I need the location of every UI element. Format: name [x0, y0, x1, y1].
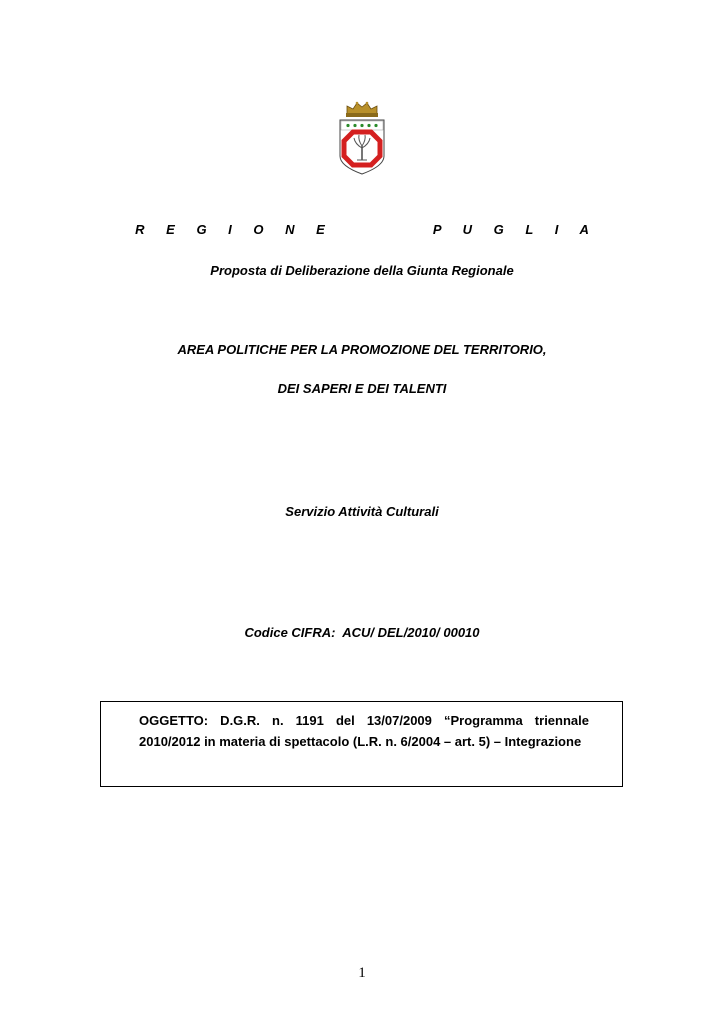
subject-text: OGGETTO: D.G.R. n. 1191 del 13/07/2009 “Programma triennale 2010/2012 in materia di spettacolo (L.R. n. 6/2004 – art. 5) – Integrazione: [139, 713, 589, 749]
page-number: 1: [358, 965, 366, 981]
regione-puglia-coat-of-arms-icon: [333, 100, 391, 178]
subject-box: [100, 701, 623, 787]
region-title: R E G I O N E P U G L I A: [135, 222, 589, 237]
cifra-code: Codice CIFRA: ACU/ DEL/2010/ 00010: [244, 625, 480, 640]
service-title: Servizio Attività Culturali: [285, 504, 439, 519]
proposal-title: Proposta di Deliberazione della Giunta Regionale: [210, 263, 514, 278]
area-title-line-2: DEI SAPERI E DEI TALENTI: [277, 381, 447, 396]
area-title-line-1: AREA POLITICHE PER LA PROMOZIONE DEL TERRITORIO,: [177, 342, 547, 357]
